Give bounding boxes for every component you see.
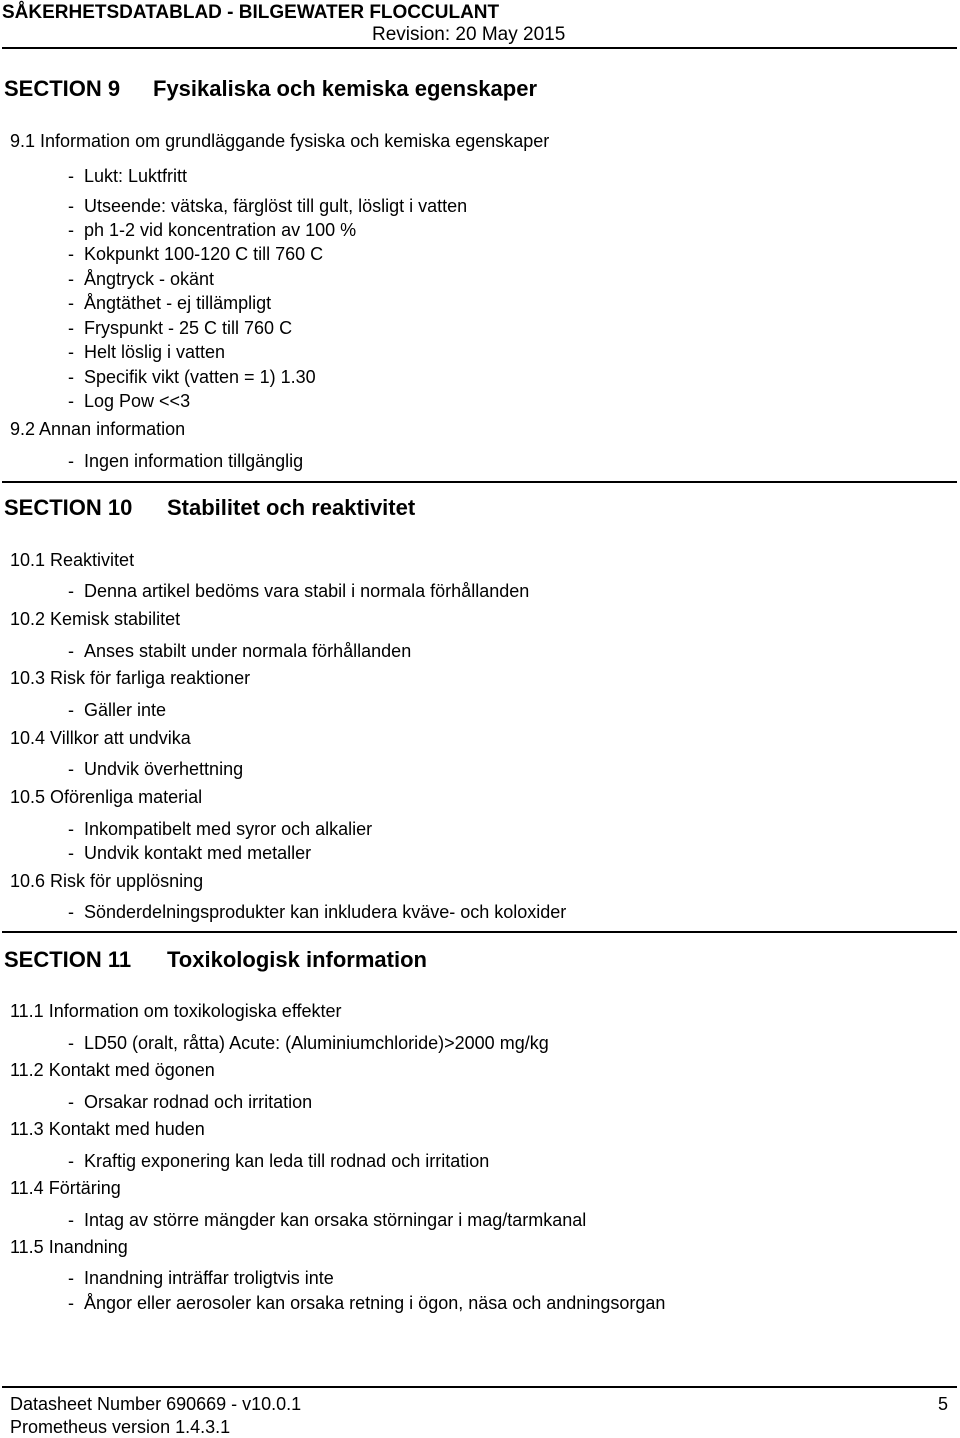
list-item-text: Log Pow <<3 xyxy=(84,391,191,411)
list-item: - Specifik vikt (vatten = 1) 1.30 xyxy=(68,367,316,387)
list-item: - Intag av större mängder kan orsaka störningar i mag/tarmkanal xyxy=(68,1210,587,1230)
list-item-text: Fryspunkt - 25 C till 760 C xyxy=(84,318,293,338)
list-item-text: ph 1-2 vid koncentration av 100 % xyxy=(84,220,357,240)
list-item-text: Gäller inte xyxy=(84,700,167,720)
subsection-9-2: 9.2 Annan information xyxy=(10,419,186,439)
list-item-text: Specifik vikt (vatten = 1) 1.30 xyxy=(84,367,316,387)
datasheet-number: Datasheet Number 690669 - v10.0.1 xyxy=(10,1394,302,1414)
list-item: - Ångtryck - okänt xyxy=(68,269,215,289)
subsection-10-4: 10.4 Villkor att undvika xyxy=(10,728,191,748)
section-9-number: SECTION 9 xyxy=(4,76,121,101)
software-version: Prometheus version 1.4.3.1 xyxy=(10,1417,231,1437)
list-item: - LD50 (oralt, råtta) Acute: (Aluminiumchloride)>2000 mg/kg xyxy=(68,1033,549,1053)
list-item-text: Inkompatibelt med syror och alkalier xyxy=(84,819,373,839)
section-11-number: SECTION 11 xyxy=(4,947,132,972)
list-item: - Lukt: Luktfritt xyxy=(68,166,188,186)
section-11-title: Toxikologisk information xyxy=(167,947,427,972)
list-item-text: Inandning inträffar troligtvis inte xyxy=(84,1268,334,1288)
list-item: - Sönderdelningsprodukter kan inkludera kväve- och koloxider xyxy=(68,902,567,922)
subsection-10-6: 10.6 Risk för upplösning xyxy=(10,871,204,891)
footer-rule xyxy=(2,1386,957,1388)
revision-date: Revision: 20 May 2015 xyxy=(372,24,566,45)
subsection-9-1: 9.1 Information om grundläggande fysiska och kemiska egenskaper xyxy=(10,131,550,151)
section-9-title: Fysikaliska och kemiska egenskaper xyxy=(153,76,538,101)
list-item: - Orsakar rodnad och irritation xyxy=(68,1092,313,1112)
list-item-text: Intag av större mängder kan orsaka störningar i mag/tarmkanal xyxy=(84,1210,587,1230)
list-item: - Ångor eller aerosoler kan orsaka retning i ögon, näsa och andningsorgan xyxy=(68,1293,666,1313)
list-item: - Utseende: vätska, färglöst till gult, lösligt i vatten xyxy=(68,196,468,216)
list-item: - Gäller inte xyxy=(68,700,167,720)
list-item: - ph 1-2 vid koncentration av 100 % xyxy=(68,220,357,240)
list-item: - Undvik kontakt med metaller xyxy=(68,843,312,863)
list-item-text: Kokpunkt 100-120 C till 760 C xyxy=(84,244,324,264)
list-item: - Undvik överhettning xyxy=(68,759,244,779)
subsection-10-2: 10.2 Kemisk stabilitet xyxy=(10,609,181,629)
section-10-number: SECTION 10 xyxy=(4,495,133,520)
list-item: - Kokpunkt 100-120 C till 760 C xyxy=(68,244,324,264)
list-item-text: Kraftig exponering kan leda till rodnad och irritation xyxy=(84,1151,490,1171)
list-item-text: Anses stabilt under normala förhållanden xyxy=(84,641,412,661)
subsection-10-1: 10.1 Reaktivitet xyxy=(10,550,135,570)
list-item-text: Lukt: Luktfritt xyxy=(84,166,188,186)
list-item-text: Undvik överhettning xyxy=(84,759,244,779)
list-item-text: Helt löslig i vatten xyxy=(84,342,226,362)
subsection-11-1: 11.1 Information om toxikologiska effekter xyxy=(10,1001,342,1021)
section-rule xyxy=(2,931,957,933)
list-item-text: Undvik kontakt med metaller xyxy=(84,843,312,863)
list-item: - Fryspunkt - 25 C till 760 C xyxy=(68,318,293,338)
list-item: - Log Pow <<3 xyxy=(68,391,191,411)
list-item-text: Ångtryck - okänt xyxy=(84,269,215,289)
subsection-11-3: 11.3 Kontakt med huden xyxy=(10,1119,205,1139)
list-item-text: Ångor eller aerosoler kan orsaka retning i ögon, näsa och andningsorgan xyxy=(84,1293,666,1313)
section-rule xyxy=(2,481,957,483)
page-number: 5 xyxy=(938,1394,949,1414)
subsection-10-3: 10.3 Risk för farliga reaktioner xyxy=(10,668,251,688)
document-title: SÅKERHETSDATABLAD - BILGEWATER FLOCCULANT xyxy=(2,2,500,23)
list-item-text: Denna artikel bedöms vara stabil i normala förhållanden xyxy=(84,581,530,601)
list-item: - Anses stabilt under normala förhållanden xyxy=(68,641,412,661)
list-item: - Kraftig exponering kan leda till rodnad och irritation xyxy=(68,1151,490,1171)
list-item-text: Sönderdelningsprodukter kan inkludera kväve- och koloxider xyxy=(84,902,567,922)
list-item: - Ångtäthet - ej tillämpligt xyxy=(68,293,272,313)
list-item-text: Orsakar rodnad och irritation xyxy=(84,1092,313,1112)
list-item: - Helt löslig i vatten xyxy=(68,342,226,362)
subsection-10-5: 10.5 Oförenliga material xyxy=(10,787,203,807)
list-item-text: Ingen information tillgänglig xyxy=(84,451,304,471)
subsection-11-2: 11.2 Kontakt med ögonen xyxy=(10,1060,215,1080)
section-10-title: Stabilitet och reaktivitet xyxy=(167,495,416,520)
list-item-text: Ångtäthet - ej tillämpligt xyxy=(84,293,272,313)
subsection-11-5: 11.5 Inandning xyxy=(10,1237,128,1257)
header-rule xyxy=(2,47,957,49)
subsection-11-4: 11.4 Förtäring xyxy=(10,1178,121,1198)
list-item: - Ingen information tillgänglig xyxy=(68,451,304,471)
list-item: - Inkompatibelt med syror och alkalier xyxy=(68,819,373,839)
list-item: - Denna artikel bedöms vara stabil i normala förhållanden xyxy=(68,581,530,601)
list-item-text: LD50 (oralt, råtta) Acute: (Aluminiumchloride)>2000 mg/kg xyxy=(84,1033,549,1053)
list-item: - Inandning inträffar troligtvis inte xyxy=(68,1268,334,1288)
list-item-text: Utseende: vätska, färglöst till gult, lösligt i vatten xyxy=(84,196,468,216)
